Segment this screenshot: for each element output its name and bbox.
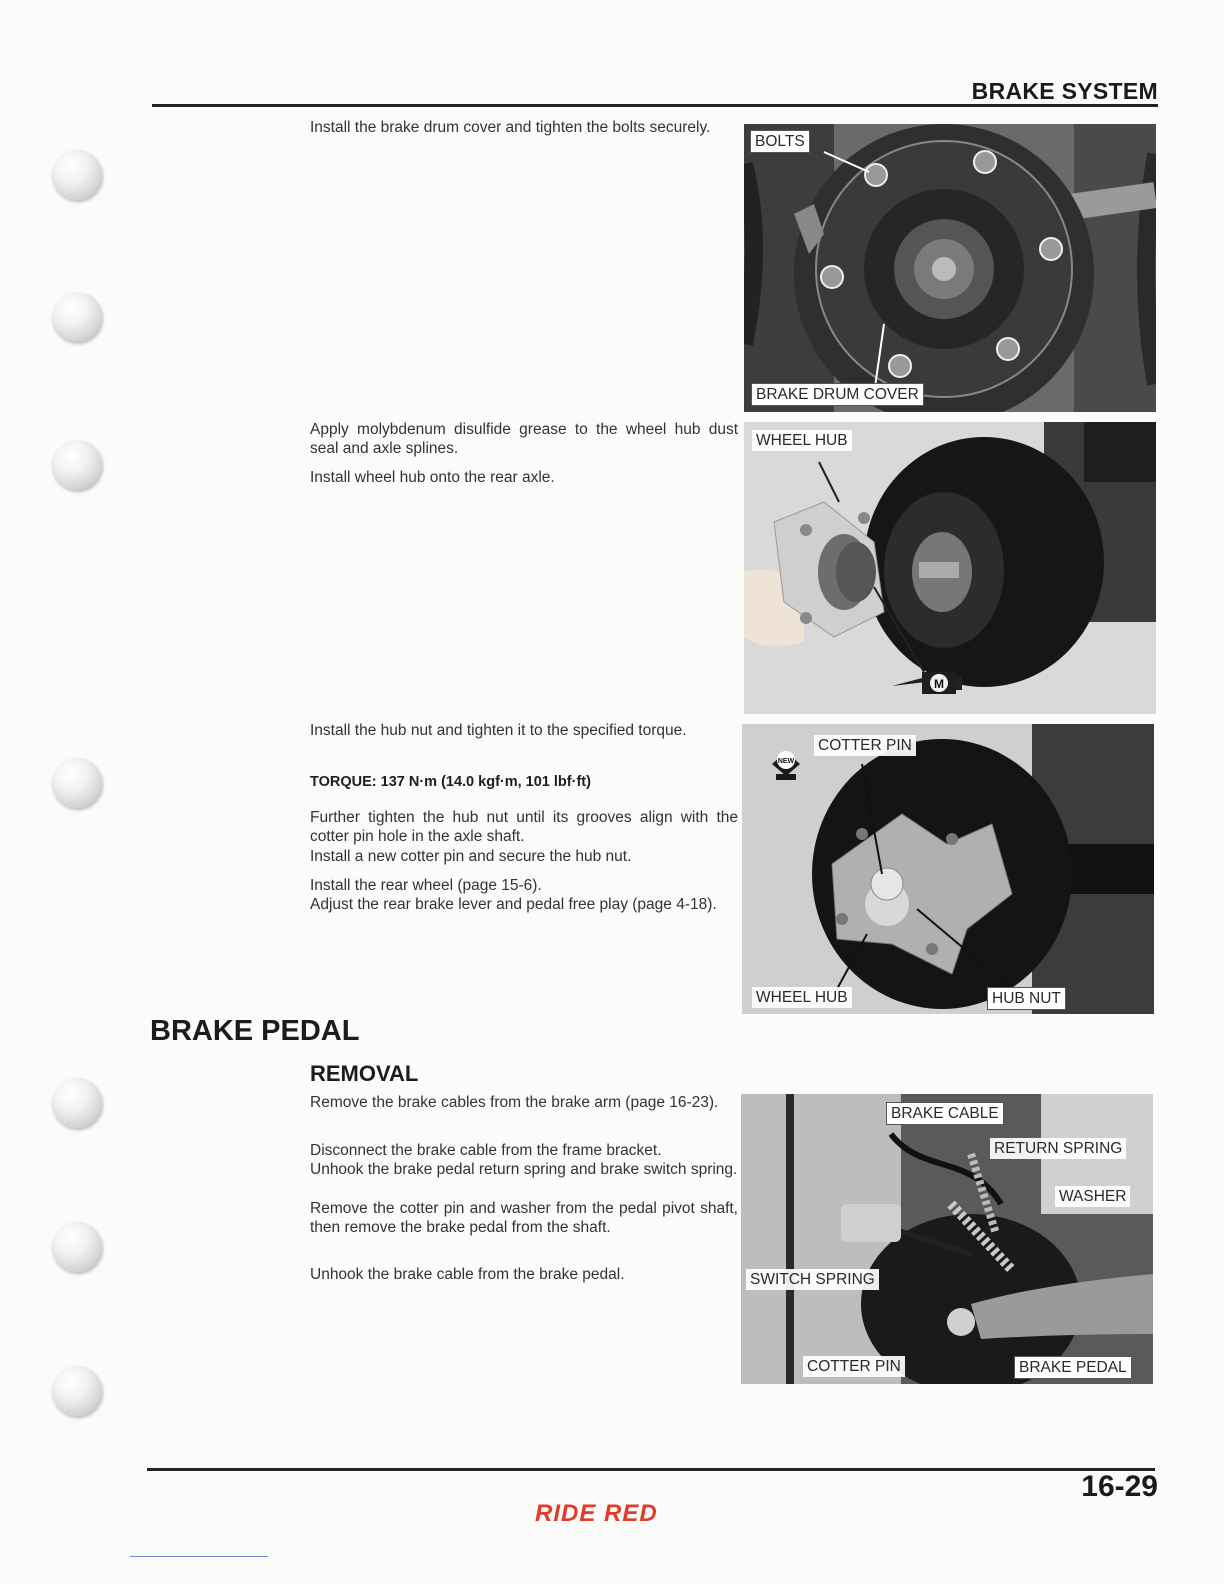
torque-value: TORQUE: 137 N·m (14.0 kgf·m, 101 lbf·ft) (310, 774, 591, 790)
step-text: Further tighten the hub nut until its grooves align with the cotter pin hole in the axle shaft. (310, 809, 738, 845)
step-text: Remove the brake cables from the brake arm (page 16-23). (310, 1094, 719, 1111)
binder-hole (52, 1366, 102, 1416)
step-text: Install the hub nut and tighten it to the specified torque. (310, 722, 687, 739)
label-switch-spring: SWITCH SPRING (746, 1269, 879, 1290)
label-cotter-pin: COTTER PIN (814, 735, 916, 756)
section-title: BRAKE PEDAL (150, 1015, 360, 1047)
binder-hole (52, 1078, 102, 1128)
label-brake-pedal: BRAKE PEDAL (1014, 1356, 1132, 1379)
label-hub-nut: HUB NUT (987, 987, 1066, 1010)
figure-brake-drum-cover (744, 124, 1156, 412)
label-return-spring: RETURN SPRING (990, 1138, 1126, 1159)
wheel-hub-photo (744, 422, 1156, 714)
label-wheel-hub: WHEEL HUB (752, 430, 852, 451)
step-text: Disconnect the brake cable from the frame bracket. (310, 1142, 662, 1159)
step-text: Apply molybdenum disulfide grease to the wheel hub dust seal and axle splines. (310, 421, 738, 457)
label-washer: WASHER (1055, 1186, 1130, 1207)
footer-rule (147, 1468, 1155, 1471)
new-badge: NEW (777, 758, 795, 765)
binder-hole (52, 440, 102, 490)
binder-hole (52, 292, 102, 342)
step-text: Install wheel hub onto the rear axle. (310, 469, 555, 486)
label-wheel-hub: WHEEL HUB (752, 987, 852, 1008)
step-text: Unhook the brake cable from the brake pedal. (310, 1266, 625, 1283)
header-rule (152, 104, 1158, 107)
label-brake-cable: BRAKE CABLE (886, 1102, 1004, 1125)
section-subtitle: REMOVAL (310, 1061, 419, 1086)
binder-hole (52, 150, 102, 200)
label-bolts: BOLTS (750, 130, 810, 153)
brake-drum-photo (744, 124, 1156, 412)
step-text: Adjust the rear brake lever and pedal free play (page 4-18). (310, 896, 717, 913)
footer-link-underline[interactable] (130, 1556, 268, 1557)
step-text: Install a new cotter pin and secure the hub nut. (310, 848, 632, 865)
hub-nut-photo (742, 724, 1154, 1014)
step-text: Install the brake drum cover and tighten the bolts securely. (310, 119, 711, 136)
label-brake-drum-cover: BRAKE DRUM COVER (751, 383, 924, 406)
binder-hole (52, 1222, 102, 1272)
grease-symbol: M (934, 677, 944, 691)
page-number: 16-29 (1081, 1470, 1158, 1503)
figure-wheel-hub (744, 422, 1156, 714)
step-text: Install the rear wheel (page 15-6). (310, 877, 542, 894)
section-header: BRAKE SYSTEM (971, 78, 1158, 104)
label-cotter-pin: COTTER PIN (803, 1356, 905, 1377)
footer-logo: RIDE RED (535, 1500, 658, 1527)
binder-hole (52, 758, 102, 808)
figure-hub-nut (742, 724, 1154, 1014)
torque-spec (310, 773, 738, 792)
step-text: Unhook the brake pedal return spring and brake switch spring. (310, 1161, 738, 1178)
step-text: Remove the cotter pin and washer from the pedal pivot shaft, then remove the brake pedal from the shaft. (310, 1200, 738, 1236)
